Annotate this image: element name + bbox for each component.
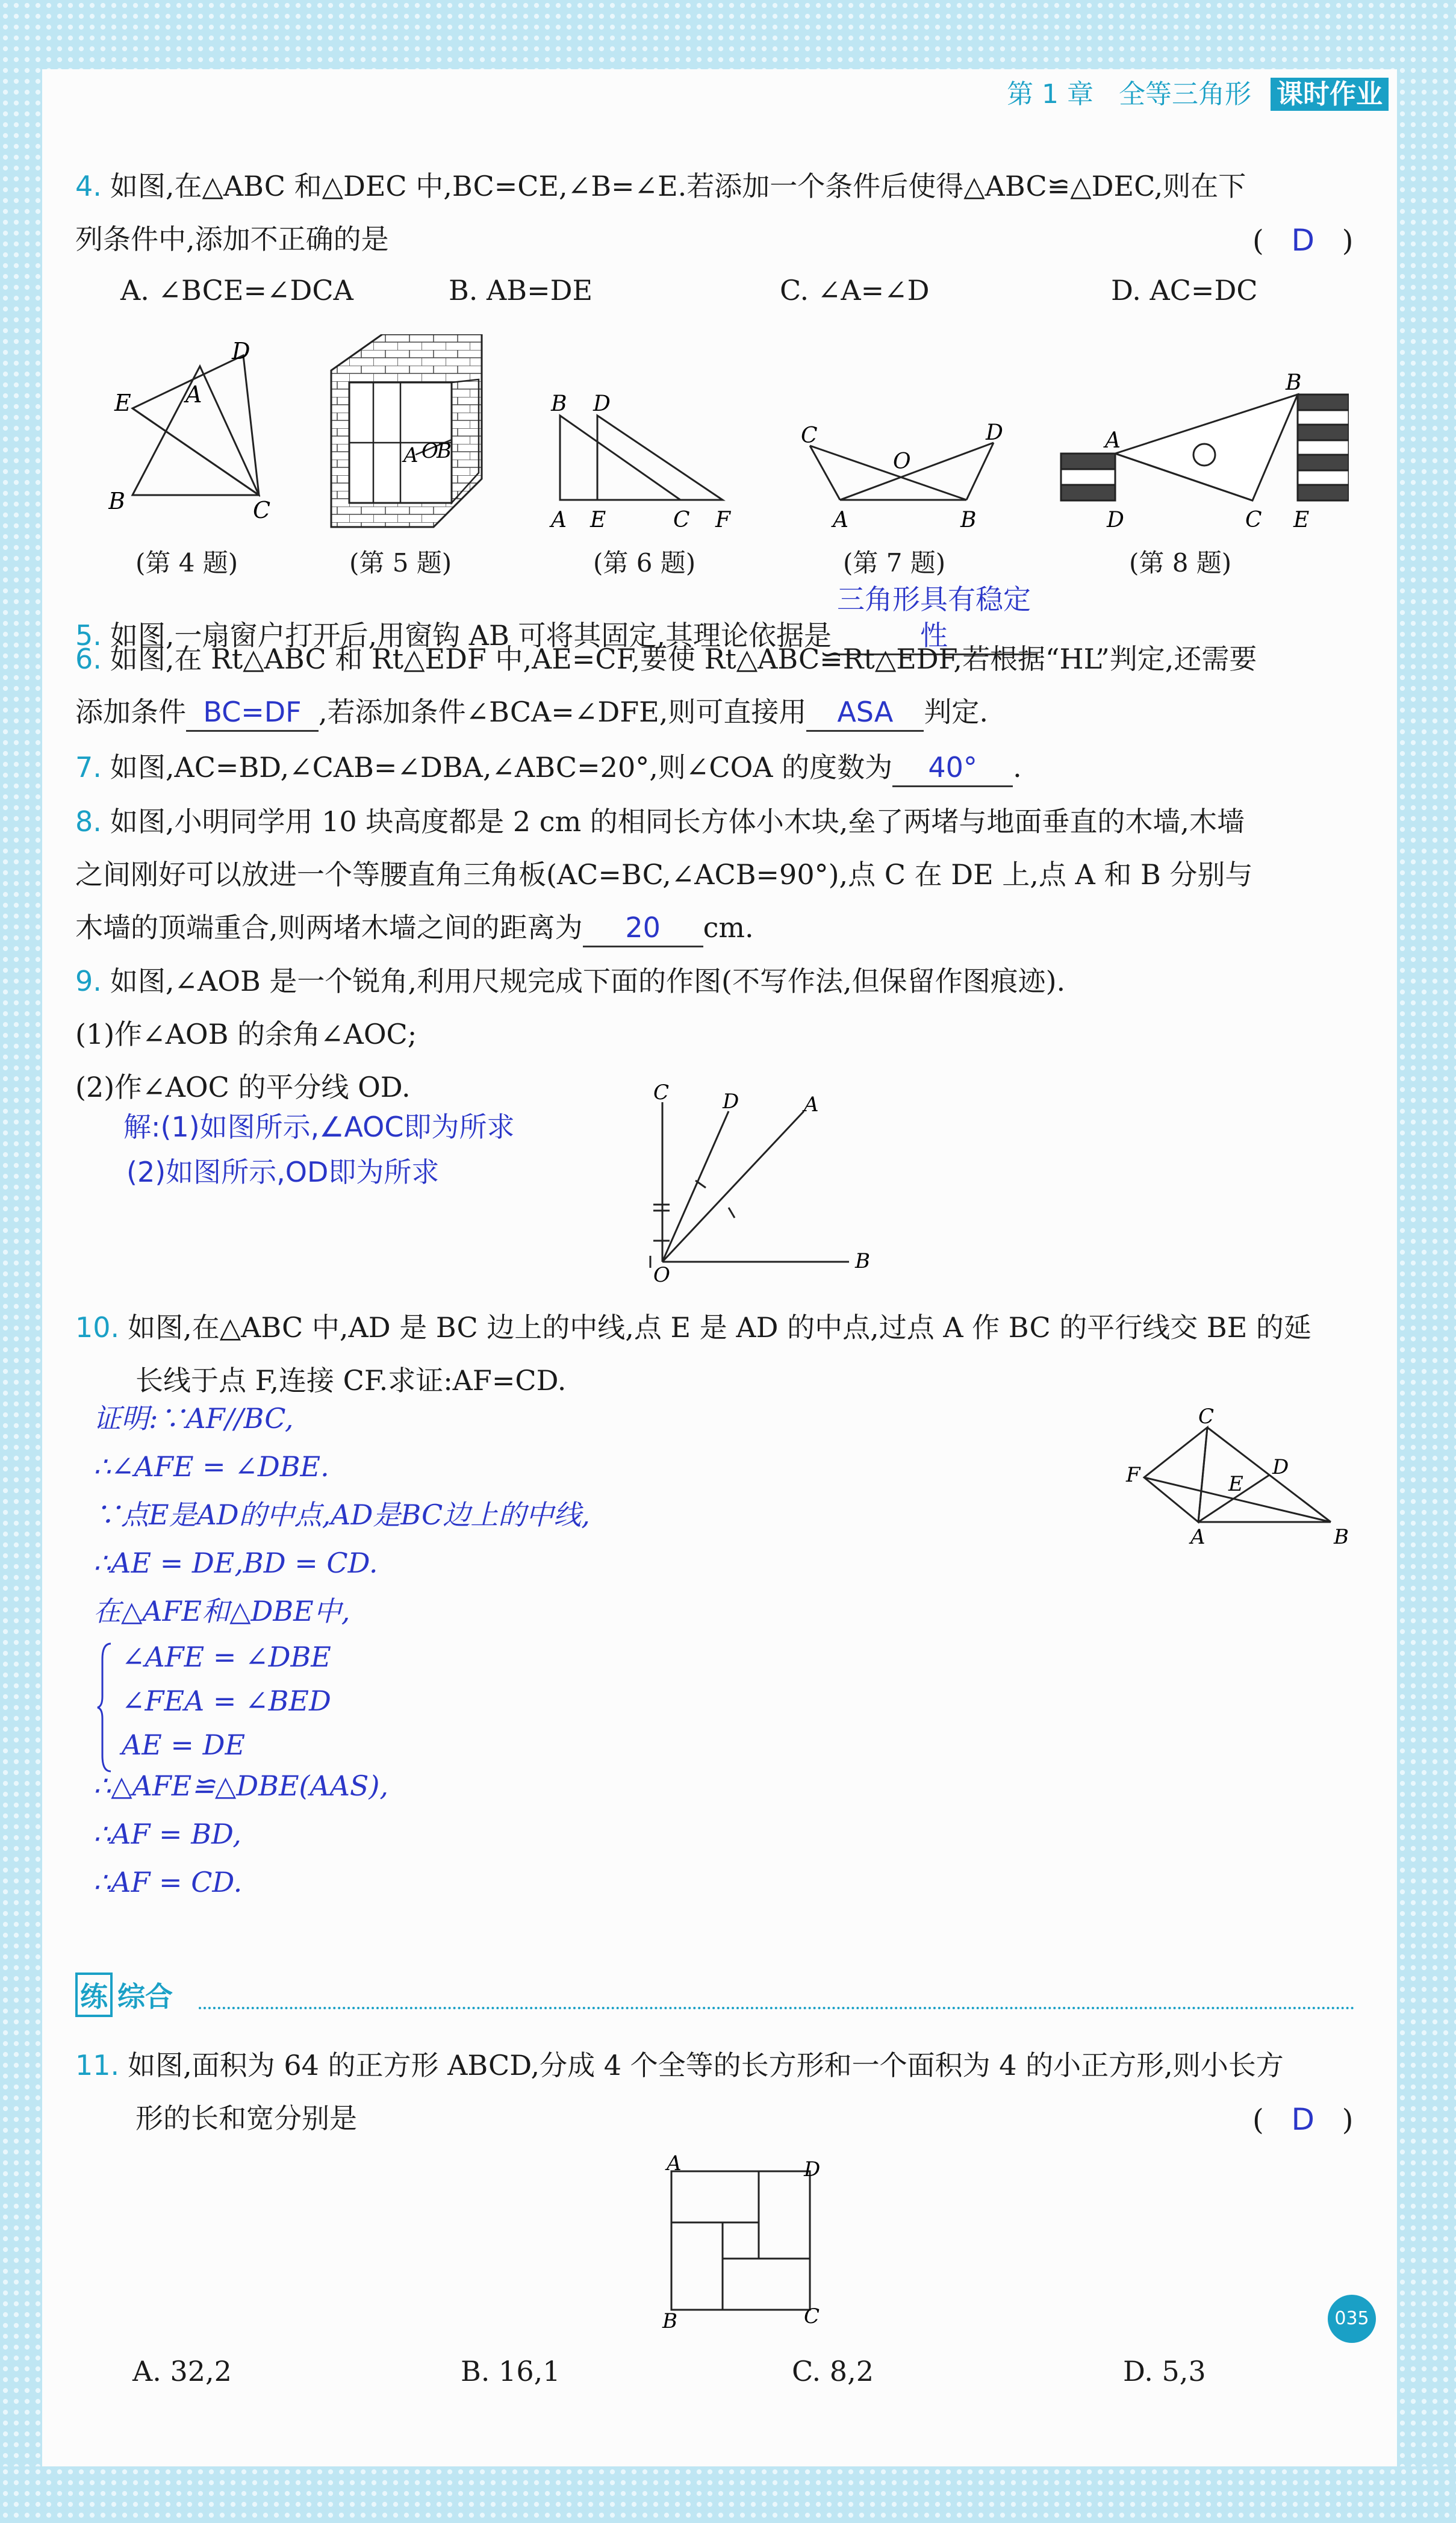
figure-9 <box>626 1084 879 1283</box>
option-c: C. ∠A=∠D <box>780 274 930 307</box>
option-d: D. AC=DC <box>1111 274 1258 307</box>
question-number: 10. <box>75 1311 120 1344</box>
question-text: ,若添加条件∠BCA=∠DFE,则可直接用 <box>319 696 807 728</box>
chapter-title: 全等三角形 <box>1119 79 1251 110</box>
figure-8 <box>1054 364 1349 539</box>
answer-paren-4: ( D ) <box>1252 223 1354 258</box>
figure-4 <box>108 337 283 530</box>
brace-line: ∠FEA = ∠BED <box>122 1685 331 1717</box>
label-A: A <box>403 443 418 467</box>
label-B: B <box>551 391 567 416</box>
question-11 <box>75 2039 1284 2145</box>
option-b: B. AB=DE <box>449 274 593 307</box>
question-text: 形的长和宽分别是 <box>135 2102 357 2135</box>
question-text: 如图,一扇窗户打开后,用窗钩 AB 可将其固定,其理论依据是 <box>110 619 832 652</box>
answer-blank: 20 <box>583 909 703 947</box>
page-number: 035 <box>1328 2295 1376 2343</box>
proof-brace-group <box>96 1635 331 1767</box>
label-E: E <box>114 390 131 416</box>
brace-line: ∠AFE = ∠DBE <box>122 1641 331 1673</box>
answer-choice: D <box>1291 2102 1315 2137</box>
question-text: 如图,AC=BD,∠CAB=∠DBA,∠ABC=20°,则∠COA 的度数为 <box>110 751 893 784</box>
label-C: C <box>801 423 818 448</box>
question-number: 11. <box>75 2049 120 2082</box>
solution-9-line-2: (2)如图所示,OD即为所求 <box>126 1156 440 1188</box>
question-text: 如图,面积为 64 的正方形 ABCD,分成 4 个全等的长方形和一个面积为 4 的小正方形,则小长方 <box>128 2049 1284 2082</box>
caption-6: (第 6 题) <box>593 548 696 578</box>
label-C: C <box>253 497 271 523</box>
border-top <box>0 0 1456 69</box>
proof-line: ∴AE = DE,BD = CD. <box>93 1547 378 1579</box>
label-C: C <box>1198 1406 1215 1429</box>
label-D: D <box>804 2157 821 2182</box>
border-bottom <box>0 2466 1456 2523</box>
proof-line: 在△AFE和△DBE中, <box>93 1595 350 1627</box>
label-B: B <box>1286 370 1302 395</box>
figure-5 <box>325 334 488 533</box>
answer-choice: D <box>1291 223 1315 258</box>
proof-line: ∴∠AFE = ∠DBE. <box>93 1450 329 1483</box>
proof-10 <box>93 1394 590 1635</box>
label-C: C <box>653 1084 670 1105</box>
answer-blank-2: ASA <box>806 694 924 732</box>
label-A: A <box>667 2153 682 2175</box>
label-A: A <box>1105 428 1121 453</box>
label-B: B <box>437 439 452 463</box>
label-B: B <box>108 488 125 514</box>
label-A: A <box>1190 1525 1206 1549</box>
label-D: D <box>1107 508 1124 532</box>
label-C: C <box>804 2304 820 2328</box>
label-B: B <box>855 1249 870 1273</box>
label-D: D <box>593 391 611 416</box>
label-C: C <box>673 508 690 532</box>
question-4 <box>75 160 1246 266</box>
answer-paren-11: ( D ) <box>1252 2102 1354 2137</box>
label-O: O <box>422 439 438 463</box>
question-9 <box>75 955 1065 1114</box>
section-divider <box>199 2007 1355 2009</box>
question-text: 木墙的顶端重合,则两堵木墙之间的距离为 <box>75 911 583 944</box>
proof-line: ∴AF = CD. <box>93 1866 243 1898</box>
answer-blank: 三角形具有稳定性 <box>832 581 1036 655</box>
question-text: 添加条件 <box>75 696 186 728</box>
question-number: 9. <box>75 965 102 997</box>
figure-6 <box>542 391 747 536</box>
option-a: A. ∠BCE=∠DCA <box>120 274 353 307</box>
caption-5: (第 5 题) <box>349 548 452 578</box>
label-D: D <box>232 338 250 364</box>
label-A: A <box>804 1093 819 1117</box>
question-text: 如图,小明同学用 10 块高度都是 2 cm 的相同长方体小木块,垒了两堵与地面垂直的木墙,木墙 <box>110 805 1245 838</box>
question-number: 7. <box>75 751 102 784</box>
question-text: 如图,在△ABC 中,AD 是 BC 边上的中线,点 E 是 AD 的中点,过点 A 作 BC 的平行线交 BE 的延 <box>128 1311 1311 1344</box>
label-E: E <box>1293 508 1310 532</box>
figure-11 <box>653 2153 834 2334</box>
proof-line: ∴AF = BD, <box>93 1818 241 1850</box>
label-O: O <box>893 449 911 474</box>
question-text: 如图,在 Rt△ABC 和 Rt△EDF 中,AE=CF,要使 Rt△ABC≌Rt△EDF,若根据“HL”判定,还需要 <box>110 643 1257 675</box>
figure-10 <box>1123 1406 1364 1551</box>
section-icon: 练 <box>75 1973 113 2017</box>
label-D: D <box>1272 1455 1289 1479</box>
label-B: B <box>662 2309 677 2333</box>
brace-icon <box>96 1641 113 1774</box>
caption-4: (第 4 题) <box>135 548 238 578</box>
sub-question-1: (1)作∠AOB 的余角∠AOC; <box>75 1018 417 1050</box>
label-B: B <box>1334 1525 1349 1549</box>
question-text: 判定. <box>924 696 988 728</box>
label-A: A <box>185 381 202 408</box>
question-number: 4. <box>75 170 102 202</box>
option-a: A. 32,2 <box>132 2355 232 2387</box>
question-text: 如图,在△ABC 和△DEC 中,BC=CE,∠B=∠E.若添加一个条件后使得△ABC≌△DEC,则在下 <box>110 170 1246 202</box>
question-7: 7. 如图,AC=BD,∠CAB=∠DBA,∠ABC=20°,则∠COA 的度数为 40° . <box>75 741 1022 794</box>
caption-8: (第 8 题) <box>1129 548 1232 578</box>
series-chip: 课时作业 <box>1271 78 1389 111</box>
sub-question-2: (2)作∠AOC 的平分线 OD. <box>75 1071 411 1103</box>
label-D: D <box>723 1090 739 1114</box>
answer-blank: 40° <box>892 749 1013 787</box>
chapter-label: 第 1 章 <box>1007 79 1094 110</box>
label-F: F <box>715 508 730 532</box>
question-text: 列条件中,添加不正确的是 <box>75 223 389 255</box>
running-header <box>1007 72 1389 111</box>
label-B: B <box>960 508 977 532</box>
label-D: D <box>986 420 1003 445</box>
proof-line: 证明:∵AF//BC, <box>93 1402 294 1435</box>
question-8 <box>75 795 1252 954</box>
border-left <box>0 0 42 2523</box>
question-text: cm. <box>703 911 754 944</box>
question-text: 如图,∠AOB 是一个锐角,利用尺规完成下面的作图(不写作法,但保留作图痕迹). <box>110 965 1066 997</box>
proof-line: ∵点E是AD的中点,AD是BC边上的中线, <box>93 1499 590 1531</box>
label-F: F <box>1126 1463 1140 1487</box>
label-E: E <box>1228 1472 1243 1496</box>
label-A: A <box>833 508 848 532</box>
answer-blank-1: BC=DF <box>186 694 319 732</box>
border-right <box>1397 0 1456 2523</box>
option-b: B. 16,1 <box>461 2355 561 2387</box>
proof-10-conclusion <box>93 1762 388 1906</box>
question-number: 6. <box>75 643 102 675</box>
section-title: 综合 <box>117 1980 173 2013</box>
section-header <box>75 1973 173 2017</box>
figure-7 <box>792 416 1021 536</box>
label-A: A <box>551 508 567 532</box>
option-d: D. 5,3 <box>1123 2355 1206 2387</box>
question-number: 8. <box>75 805 102 838</box>
question-6 <box>75 632 1257 738</box>
proof-line: ∴△AFE≌△DBE(AAS), <box>93 1770 389 1802</box>
option-c: C. 8,2 <box>792 2355 874 2387</box>
question-10 <box>75 1301 1311 1407</box>
question-text: 之间刚好可以放进一个等腰直角三角板(AC=BC,∠ACB=90°),点 C 在 DE 上,点 A 和 B 分别与 <box>75 858 1253 891</box>
question-text: 长线于点 F,连接 CF.求证:AF=CD. <box>135 1364 567 1397</box>
question-number: 5. <box>75 619 102 652</box>
label-O: O <box>653 1263 670 1283</box>
caption-7: (第 7 题) <box>843 548 946 578</box>
brace-line: AE = DE <box>122 1729 246 1761</box>
label-E: E <box>590 508 606 532</box>
solution-9-line-1: 解:(1)如图所示,∠AOC即为所求 <box>123 1111 515 1143</box>
label-C: C <box>1245 508 1262 532</box>
